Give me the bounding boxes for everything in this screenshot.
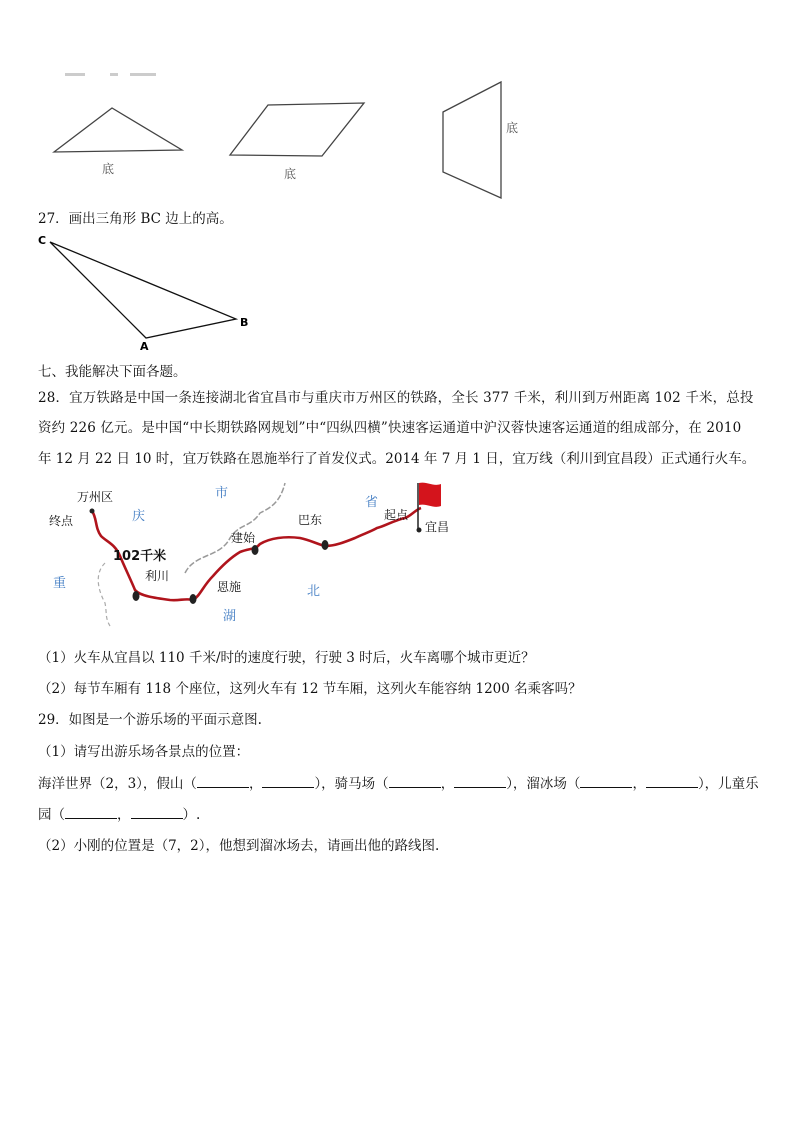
answer-blank[interactable] [389, 775, 441, 788]
q28-sub1: （1）火车从宜昌以 110 千米/时的速度行驶，行驶 3 时后，火车离哪个城市更近？ [38, 650, 535, 666]
terminal-label: 终点 [49, 514, 74, 528]
q29-line-a: 海洋世界（2，3），假山（ ， ），骑马场（ ， ），溜冰场（ ， ），儿童乐 [38, 776, 759, 792]
region-chong: 重 [53, 576, 67, 591]
vertex-b-label: B [240, 316, 249, 329]
q29-title: 29．如图是一个游乐场的平面示意图. [38, 712, 262, 728]
lichuan-dot [133, 591, 140, 601]
badong-dot [322, 540, 329, 550]
jianshi-dot [252, 545, 259, 555]
q28-line-3: 年 12 月 22 日 10 时，宜万铁路在恩施举行了首发仪式。2014 年 7 月 1 日，宜万线（利川到宜昌段）正式通行火车。 [38, 451, 756, 467]
q29-line-b: 园（ ， ）. [38, 807, 201, 823]
answer-blank[interactable] [131, 806, 183, 819]
q27-text: 27．画出三角形 BC 边上的高。 [38, 211, 233, 227]
q28-line-1: 28．宜万铁路是中国一条连接湖北省宜昌市与重庆市万州区的铁路，全长 377 千米，利川到万州距离 102 千米，总投 [38, 390, 754, 406]
parallelogram-shape [230, 103, 364, 156]
region-hu: 湖 [223, 609, 237, 624]
vertex-c-label: C [38, 234, 47, 247]
region-bei: 北 [307, 584, 321, 599]
parallelogram-base-label: 底 [284, 167, 297, 181]
q28-line-2: 资约 226 亿元。是中国“中长期铁路网规划”中“四纵四横”快速客运通道中沪汉蓉快速客运通道的组成部分，在 2010 [38, 420, 742, 436]
railway-map [45, 478, 460, 628]
province-boundary [185, 483, 285, 573]
trapezoid-shape [443, 82, 501, 198]
enshi-label: 恩施 [217, 580, 242, 594]
answer-blank[interactable] [262, 775, 314, 788]
q29-sub1: （1）请写出游乐场各景点的位置： [38, 744, 250, 760]
answer-blank[interactable] [65, 806, 117, 819]
terminal-dot [90, 509, 95, 514]
wanzhou-label: 万州区 [77, 490, 114, 504]
triangle-base-label: 底 [102, 162, 115, 176]
start-label: 起点 [384, 508, 409, 522]
badong-label: 巴东 [298, 513, 323, 527]
province-boundary-2 [98, 563, 110, 626]
q29-sub2: （2）小刚的位置是（7，2），他想到溜冰场去，请画出他的路线图. [38, 838, 440, 854]
q29-text-a1: 海洋世界（2，3），假山（ [38, 776, 197, 792]
distance-label: 102千米 [113, 549, 167, 564]
q27-triangle-figure [34, 232, 264, 352]
answer-blank[interactable] [197, 775, 249, 788]
top-shapes-figure [40, 70, 540, 210]
section-heading: 七、我能解决下面各题。 [38, 364, 187, 380]
q28-sub2: （2）每节车厢有 118 个座位，这列火车有 12 节车厢，这列火车能容纳 1200 名乘客吗？ [38, 681, 582, 697]
answer-blank[interactable] [454, 775, 506, 788]
q27-triangle [50, 242, 236, 338]
enshi-dot [190, 594, 197, 604]
lichuan-label: 利川 [145, 569, 170, 583]
region-sheng: 省 [365, 495, 379, 510]
region-qing: 庆 [132, 509, 146, 524]
trapezoid-base-label: 底 [506, 121, 519, 135]
yichang-label: 宜昌 [425, 520, 450, 534]
partial-top-marks [65, 73, 156, 76]
answer-blank[interactable] [646, 775, 698, 788]
vertex-a-label: A [140, 340, 149, 352]
triangle-shape [54, 108, 182, 152]
jianshi-label: 建始 [231, 531, 256, 545]
answer-blank[interactable] [580, 775, 632, 788]
region-shi: 市 [215, 486, 229, 501]
